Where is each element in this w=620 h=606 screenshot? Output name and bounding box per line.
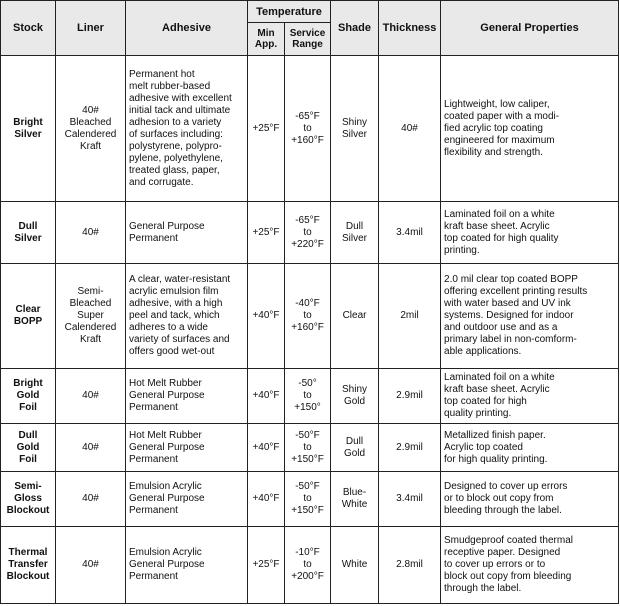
stock-cell: Thermal Transfer Blockout [1,527,56,604]
properties-cell: Laminated foil on a white kraft base sheet. Acrylic top coated for high quality printing. [441,369,619,424]
liner-cell: 40# [56,369,126,424]
stock-cell: Bright Gold Foil [1,369,56,424]
adhesive-cell: General Purpose Permanent [126,202,248,264]
liner-cell: 40# [56,472,126,527]
service-range-cell: -50°F to +150°F [285,424,331,472]
header-stock: Stock [1,1,56,56]
liner-cell: 40# Bleached Calendered Kraft [56,56,126,202]
adhesive-cell: Hot Melt Rubber General Purpose Permanent [126,369,248,424]
header-shade: Shade [331,1,379,56]
table-row [1,527,619,604]
header-adhesive: Adhesive [126,1,248,56]
liner-cell: 40# [56,424,126,472]
liner-cell: 40# [56,202,126,264]
properties-cell: Smudgeproof coated thermal receptive paper. Designed to cover up errors or to block out copy from bleeding through the label. [441,527,619,604]
table-row [1,424,619,472]
service-range-cell: -50°F to +150°F [285,472,331,527]
header-service-range: Service Range [285,23,331,56]
properties-cell: Metallized finish paper. Acrylic top coated for high quality printing. [441,424,619,472]
thickness-cell: 2.9mil [379,424,441,472]
header-thickness: Thickness [379,1,441,56]
min-app-cell: +40°F [248,264,285,369]
stock-cell: Clear BOPP [1,264,56,369]
properties-cell: Laminated foil on a white kraft base sheet. Acrylic top coated for high quality printing. [441,202,619,264]
header-min-app: Min App. [248,23,285,56]
adhesive-cell: Hot Melt Rubber General Purpose Permanent [126,424,248,472]
stock-cell: Semi- Gloss Blockout [1,472,56,527]
stock-cell: Dull Gold Foil [1,424,56,472]
thickness-cell: 2.8mil [379,527,441,604]
service-range-cell: -50° to +150° [285,369,331,424]
min-app-cell: +40°F [248,424,285,472]
thickness-cell: 2.9mil [379,369,441,424]
adhesive-cell: Emulsion Acrylic General Purpose Permanent [126,527,248,604]
properties-cell: Designed to cover up errors or to block out copy from bleeding through the label. [441,472,619,527]
thickness-cell: 3.4mil [379,472,441,527]
table-row [1,56,619,202]
shade-cell: Blue- White [331,472,379,527]
min-app-cell: +25°F [248,527,285,604]
min-app-cell: +40°F [248,369,285,424]
table-row [1,472,619,527]
shade-cell: Dull Gold [331,424,379,472]
stock-cell: Bright Silver [1,56,56,202]
service-range-cell: -40°F to +160°F [285,264,331,369]
min-app-cell: +25°F [248,56,285,202]
min-app-cell: +40°F [248,472,285,527]
liner-cell: Semi- Bleached Super Calendered Kraft [56,264,126,369]
service-range-cell: -10°F to +200°F [285,527,331,604]
thickness-cell: 3.4mil [379,202,441,264]
min-app-cell: +25°F [248,202,285,264]
service-range-cell: -65°F to +160°F [285,56,331,202]
service-range-cell: -65°F to +220°F [285,202,331,264]
header-general-properties: General Properties [441,1,619,56]
adhesive-cell: A clear, water-resistant acrylic emulsion film adhesive, with a high peel and tack, which adheres to a wide variety of surfaces and offers good wet-out [126,264,248,369]
header-liner: Liner [56,1,126,56]
shade-cell: Clear [331,264,379,369]
stock-cell: Dull Silver [1,202,56,264]
header-temperature: Temperature [248,1,331,23]
thickness-cell: 40# [379,56,441,202]
table-row [1,202,619,264]
table-row [1,264,619,369]
shade-cell: Shiny Silver [331,56,379,202]
thickness-cell: 2mil [379,264,441,369]
adhesive-cell: Emulsion Acrylic General Purpose Permanent [126,472,248,527]
shade-cell: White [331,527,379,604]
liner-cell: 40# [56,527,126,604]
properties-cell: Lightweight, low caliper, coated paper with a modi- fied acrylic top coating engineered for maximum flexibility and strength. [441,56,619,202]
properties-cell: 2.0 mil clear top coated BOPP offering excellent printing results with water based and UV ink systems. Designed for indoor and outdoor use and as a primary label in non-comform- able applications. [441,264,619,369]
shade-cell: Dull Silver [331,202,379,264]
shade-cell: Shiny Gold [331,369,379,424]
adhesive-cell: Permanent hot melt rubber-based adhesive with excellent initial tack and ultimate adhesion to a variety of surfaces including: polystyrene, polypro- pylene, polyethylene, treated glass, paper, and corrugate. [126,56,248,202]
table-row [1,369,619,424]
